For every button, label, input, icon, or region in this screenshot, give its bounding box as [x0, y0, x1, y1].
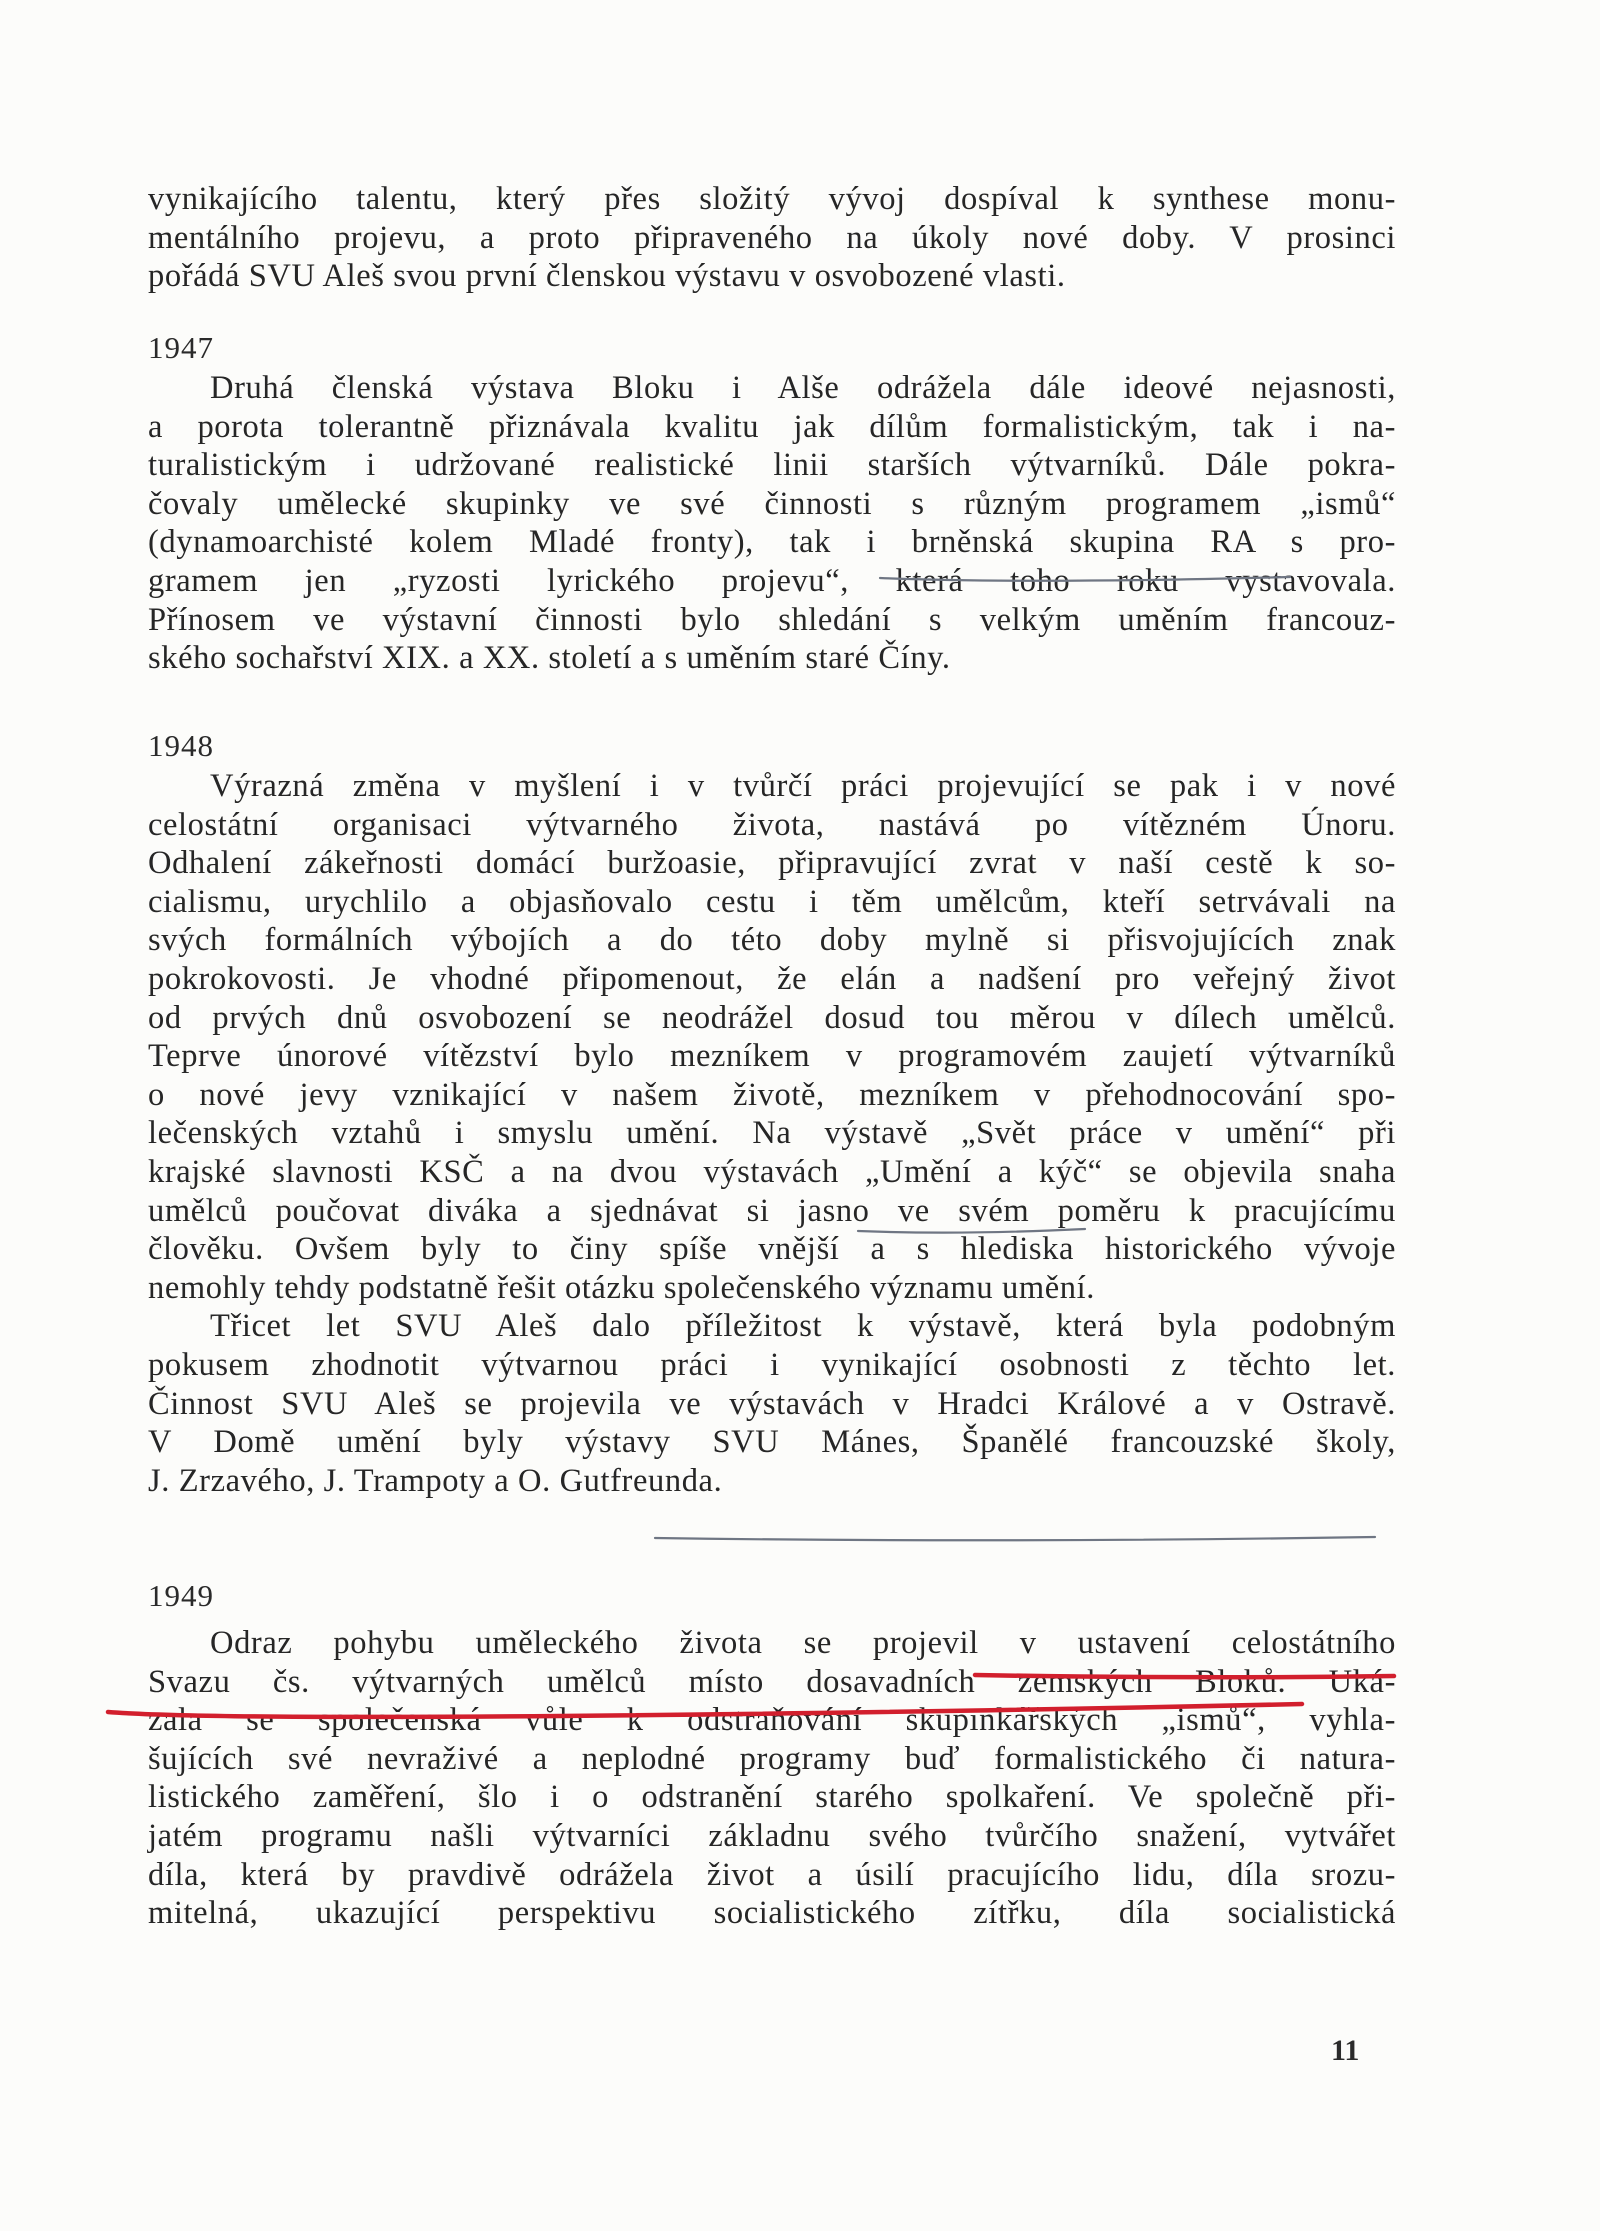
text-line: Činnost SVU Aleš se projevila ve výstavách v Hradci Králové a v Ostravě. — [148, 1385, 1396, 1422]
text-line: Druhá členská výstava Bloku i Alše odrážela dále ideové nejasnosti, — [210, 370, 1396, 406]
text-line: a porota tolerantně přiznávala kvalitu jak dílům formalistickým, tak i na- — [148, 408, 1396, 445]
text-line: J. Zrzavého, J. Trampoty a O. Gutfreunda. — [148, 1462, 723, 1499]
text-line: člověku. Ovšem byly to činy spíše vnější a s hlediska historického vývoje — [148, 1231, 1396, 1268]
text-line: Svazu čs. výtvarných umělců místo dosavadních zemských Bloků. Uká- — [148, 1663, 1396, 1700]
text-line: celostátní organisaci výtvarného života, nastává po vítězném Únoru. — [148, 806, 1396, 843]
text-line: pokusem zhodnotit výtvarnou práci i vynikající osobnosti z těchto let. — [148, 1346, 1396, 1383]
text-line: vynikajícího talentu, který přes složitý vývoj dospíval k synthese monu- — [148, 181, 1396, 217]
year-heading-1947: 1947 — [148, 330, 214, 365]
text-line: turalistickým i udržované realistické linii starších výtvarníků. Dále pokra- — [148, 447, 1396, 484]
text-line: svých formálních výbojích a do této doby mylně si přisvojujících znak — [148, 922, 1396, 959]
text-line: šujících své nevraživé a neplodné programy buď formalistického či natura- — [148, 1740, 1396, 1777]
paragraph-1947 — [148, 369, 1396, 678]
text-line: Přínosem ve výstavní činnosti bylo shledání s velkým uměním francouz- — [148, 601, 1396, 638]
text-line: jatém programu našli výtvarníci základnu svého tvůrčího snažení, vytvářet — [148, 1817, 1396, 1854]
paragraph-1949 — [148, 1624, 1396, 1933]
text-line: ského sochařství XIX. a XX. století a s uměním staré Číny. — [148, 640, 951, 677]
text-line: Odhalení zákeřnosti domácí buržoasie, připravující zvrat v naší cestě k so- — [148, 845, 1396, 882]
pencil-underline-svu-manes — [655, 1537, 1375, 1540]
year-heading-1949: 1949 — [148, 1578, 214, 1613]
year-heading-1948: 1948 — [148, 728, 214, 763]
text-line: V Domě umění byly výstavy SVU Mánes, Španělé francouzské školy, — [148, 1424, 1396, 1461]
text-line: zala se společenská vůle k odstraňování skupinkářských „ismů“, vyhla- — [148, 1702, 1396, 1739]
text-line: pokrokovosti. Je vhodné připomenout, že elán a nadšení pro veřejný život — [148, 960, 1396, 997]
text-line: umělců poučovat diváka a sjednávat si jasno ve svém poměru k pracujícímu — [148, 1192, 1396, 1229]
text-line: krajské slavnosti KSČ a na dvou výstavách „Umění a kýč“ se objevila snaha — [148, 1153, 1396, 1190]
text-line: lečenských vztahů i smyslu umění. Na výstavě „Svět práce v umění“ při — [148, 1115, 1396, 1152]
text-line: listického zaměření, šlo i o odstranění starého spolkaření. Ve společně při- — [148, 1779, 1396, 1816]
text-line: pořádá SVU Aleš svou první členskou výstavu v osvobozené vlasti. — [148, 258, 1066, 295]
text-line: mentálního projevu, a proto připraveného na úkoly nové doby. V prosinci — [148, 219, 1396, 256]
page-number: 11 — [1331, 2034, 1360, 2067]
paragraph-1948 — [148, 767, 1396, 1500]
text-line: (dynamoarchisté kolem Mladé fronty), tak i brněnská skupina RA s pro- — [148, 524, 1396, 561]
text-line: o nové jevy vznikající v našem životě, mezníkem v přehodnocování spo- — [148, 1076, 1396, 1113]
text-line: od prvých dnů osvobození se neodrážel dosud tou měrou v dílech umělců. — [148, 999, 1396, 1036]
intro-paragraph — [148, 180, 1396, 296]
text-line: čovaly umělecké skupinky ve své činnosti s různým programem „ismů“ — [148, 485, 1396, 522]
text-line: gramem jen „ryzosti lyrického projevu“, která toho roku vystavovala. — [148, 562, 1396, 599]
text-line: Teprve únorové vítězství bylo mezníkem v programovém zaujetí výtvarníků — [148, 1038, 1396, 1075]
text-line: cialismu, urychlilo a objasňovalo cestu i těm umělcům, kteří setrvávali na — [148, 883, 1396, 920]
text-line: Třicet let SVU Aleš dalo příležitost k výstavě, která byla podobným — [210, 1308, 1396, 1345]
text-line: Odraz pohybu uměleckého života se projevil v ustavení celostátního — [210, 1625, 1396, 1661]
text-line: mitelná, ukazující perspektivu socialistického zítřku, díla socialistická — [148, 1895, 1396, 1932]
text-line: nemohly tehdy podstatně řešit otázku společenského významu umění. — [148, 1269, 1095, 1306]
text-line: díla, která by pravdivě odrážela život a úsilí pracujícího lidu, díla srozu- — [148, 1856, 1396, 1893]
text-line: Výrazná změna v myšlení i v tvůrčí práci projevující se pak i v nové — [210, 768, 1396, 804]
